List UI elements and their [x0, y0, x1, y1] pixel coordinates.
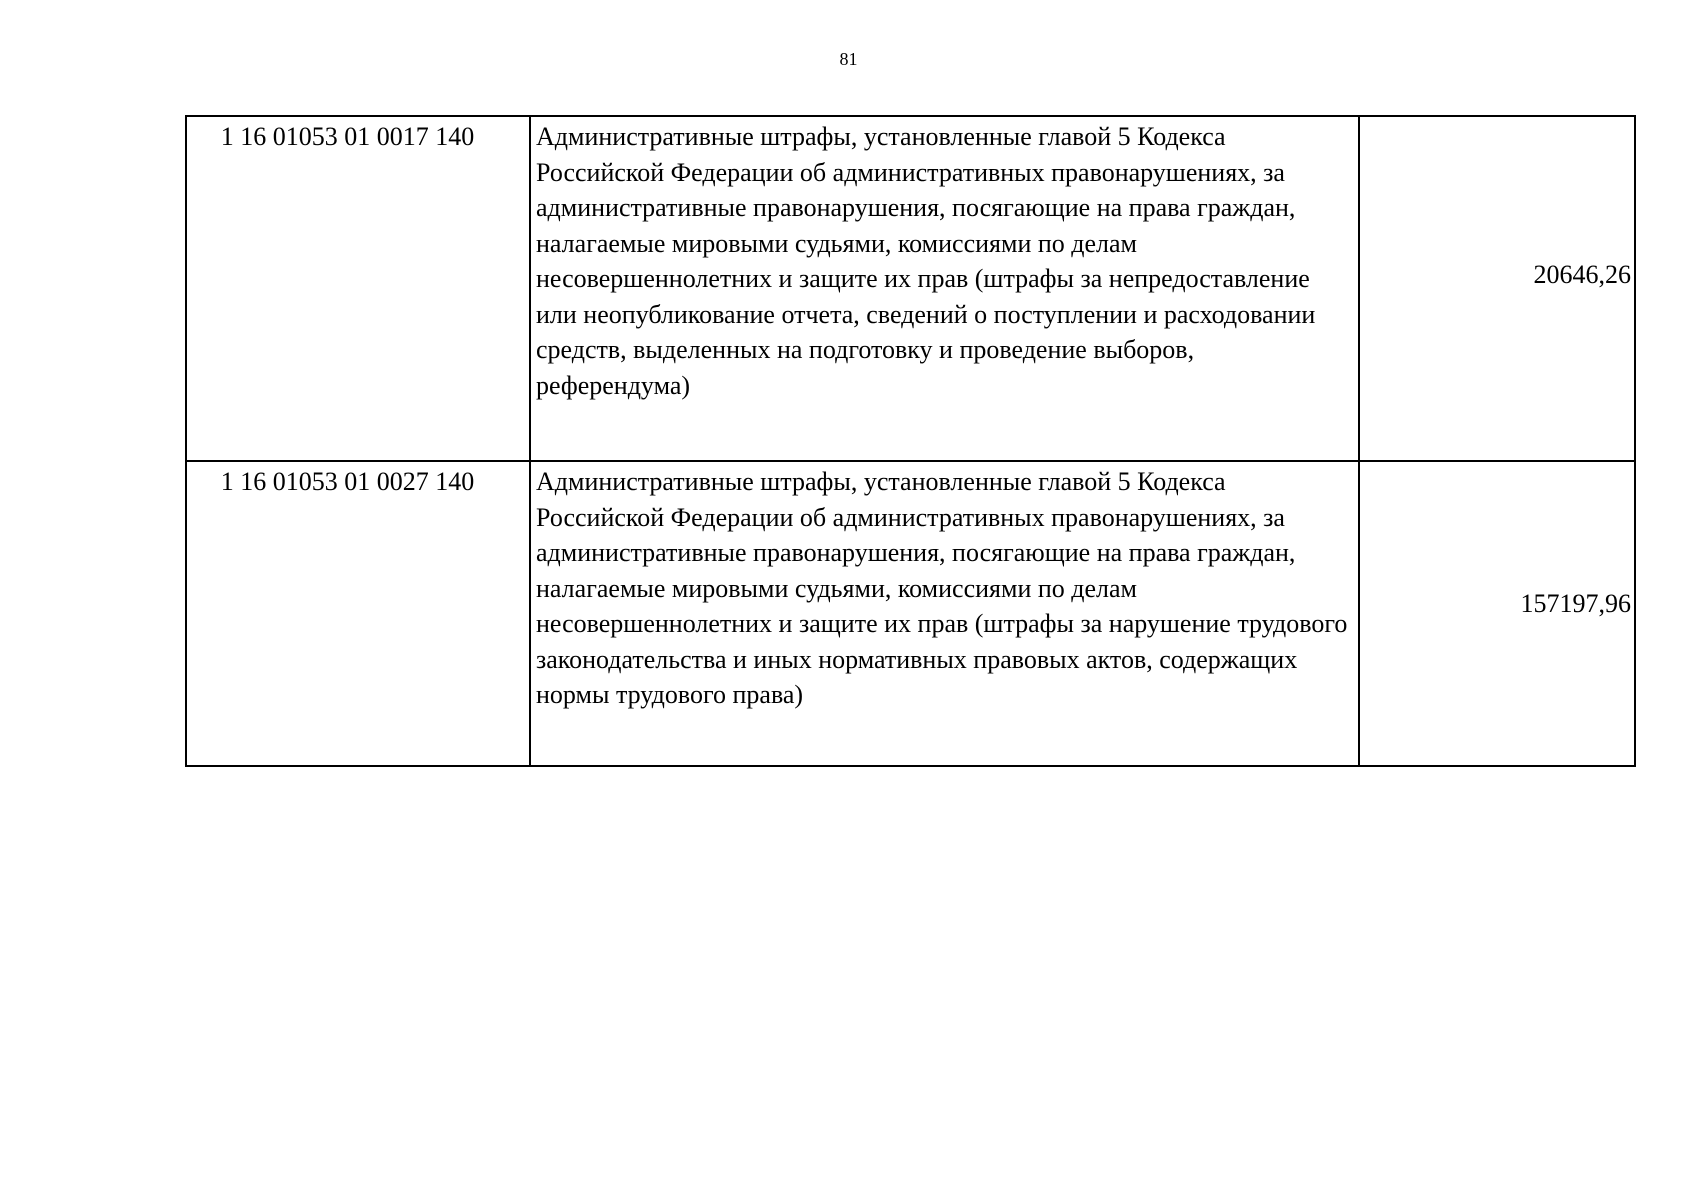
table-row [186, 116, 1635, 461]
amount-cell: 157197,96 [1359, 461, 1635, 766]
description-cell: Административные штрафы, установленные главой 5 Кодекса Российской Федерации об административных правонарушениях, за административные правонарушения, посягающие на права граждан, налагаемые мировыми судьями, комиссиями по делам несовершеннолетних и защите их прав (штрафы за нарушение трудового законодательства и иных нормативных правовых актов, содержащих нормы трудового права) [530, 461, 1359, 766]
page-number: 81 [839, 49, 858, 69]
budget-code-cell: 1 16 01053 01 0017 140 [186, 116, 530, 461]
table-row [186, 461, 1635, 766]
budget-code-cell: 1 16 01053 01 0027 140 [186, 461, 530, 766]
fines-table [185, 115, 1636, 767]
description-cell: Административные штрафы, установленные главой 5 Кодекса Российской Федерации об административных правонарушениях, за административные правонарушения, посягающие на права граждан, налагаемые мировыми судьями, комиссиями по делам несовершеннолетних и защите их прав (штрафы за непредоставление или неопубликование отчета, сведений о поступлении и расходовании средств, выделенных на подготовку и проведение выборов, референдума) [530, 116, 1359, 461]
amount-cell: 20646,26 [1359, 116, 1635, 461]
